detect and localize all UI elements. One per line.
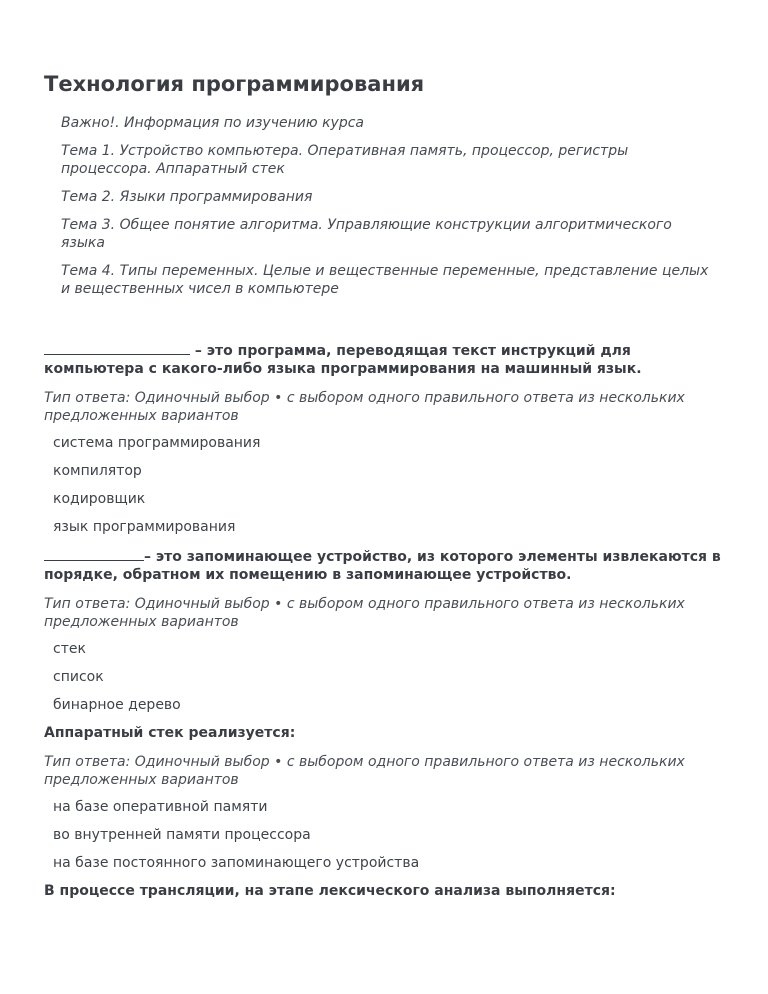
toc-item-topic-2[interactable]: Тема 2. Языки программирования — [61, 189, 313, 205]
toc-item-topic-4[interactable]: Тема 4. Типы переменных. Целые и вещественные переменные, представление целых и вещественных чисел в компьютере — [61, 263, 709, 297]
question-text — [44, 340, 724, 378]
question-4 — [44, 882, 724, 900]
answer-options — [53, 798, 724, 872]
answer-type: Тип ответа: Одиночный выбор • с выбором одного правильного ответа из нескольких предложенных вариантов — [44, 754, 685, 788]
answer-option[interactable]: на базе постоянного запоминающего устройства — [53, 855, 420, 871]
answer-option[interactable]: во внутренней памяти процессора — [53, 827, 311, 843]
question-1 — [44, 340, 724, 536]
answer-option[interactable]: бинарное дерево — [53, 697, 181, 713]
answer-options — [53, 640, 724, 714]
toc-item-topic-1[interactable]: Тема 1. Устройство компьютера. Оперативная память, процессор, регистры процессора. Аппаратный стек — [61, 143, 629, 177]
question-text — [44, 546, 724, 584]
answer-option[interactable]: компилятор — [53, 463, 142, 479]
answer-type: Тип ответа: Одиночный выбор • с выбором одного правильного ответа из нескольких предложенных вариантов — [44, 390, 685, 424]
questions-list — [44, 340, 724, 900]
answer-blank — [44, 340, 190, 355]
question-text-body: – это программа, переводящая текст инструкций для компьютера с какого-либо языка программирования на машинный язык. — [44, 343, 642, 377]
table-of-contents — [61, 114, 724, 298]
answer-option[interactable]: система программирования — [53, 435, 261, 451]
toc-item-important[interactable]: Важно!. Информация по изучению курса — [61, 115, 364, 131]
question-3 — [44, 724, 724, 872]
answer-option[interactable]: список — [53, 669, 104, 685]
question-text: В процессе трансляции, на этапе лексического анализа выполняется: — [44, 883, 616, 899]
answer-options — [53, 434, 724, 536]
answer-blank — [44, 546, 144, 561]
question-2 — [44, 546, 724, 714]
toc-item-topic-3[interactable]: Тема 3. Общее понятие алгоритма. Управляющие конструкции алгоритмического языка — [61, 217, 672, 251]
answer-option[interactable]: стек — [53, 641, 86, 657]
document-title: Технология программирования — [44, 72, 425, 96]
answer-option[interactable]: кодировщик — [53, 491, 146, 507]
answer-option[interactable]: на базе оперативной памяти — [53, 799, 268, 815]
question-text: Аппаратный стек реализуется: — [44, 725, 296, 741]
answer-option[interactable]: язык программирования — [53, 519, 236, 535]
question-text-body: – это запоминающее устройство, из которого элементы извлекаются в порядке, обратном их помещению в запоминающее устройство. — [44, 549, 721, 583]
answer-type: Тип ответа: Одиночный выбор • с выбором одного правильного ответа из нескольких предложенных вариантов — [44, 596, 685, 630]
